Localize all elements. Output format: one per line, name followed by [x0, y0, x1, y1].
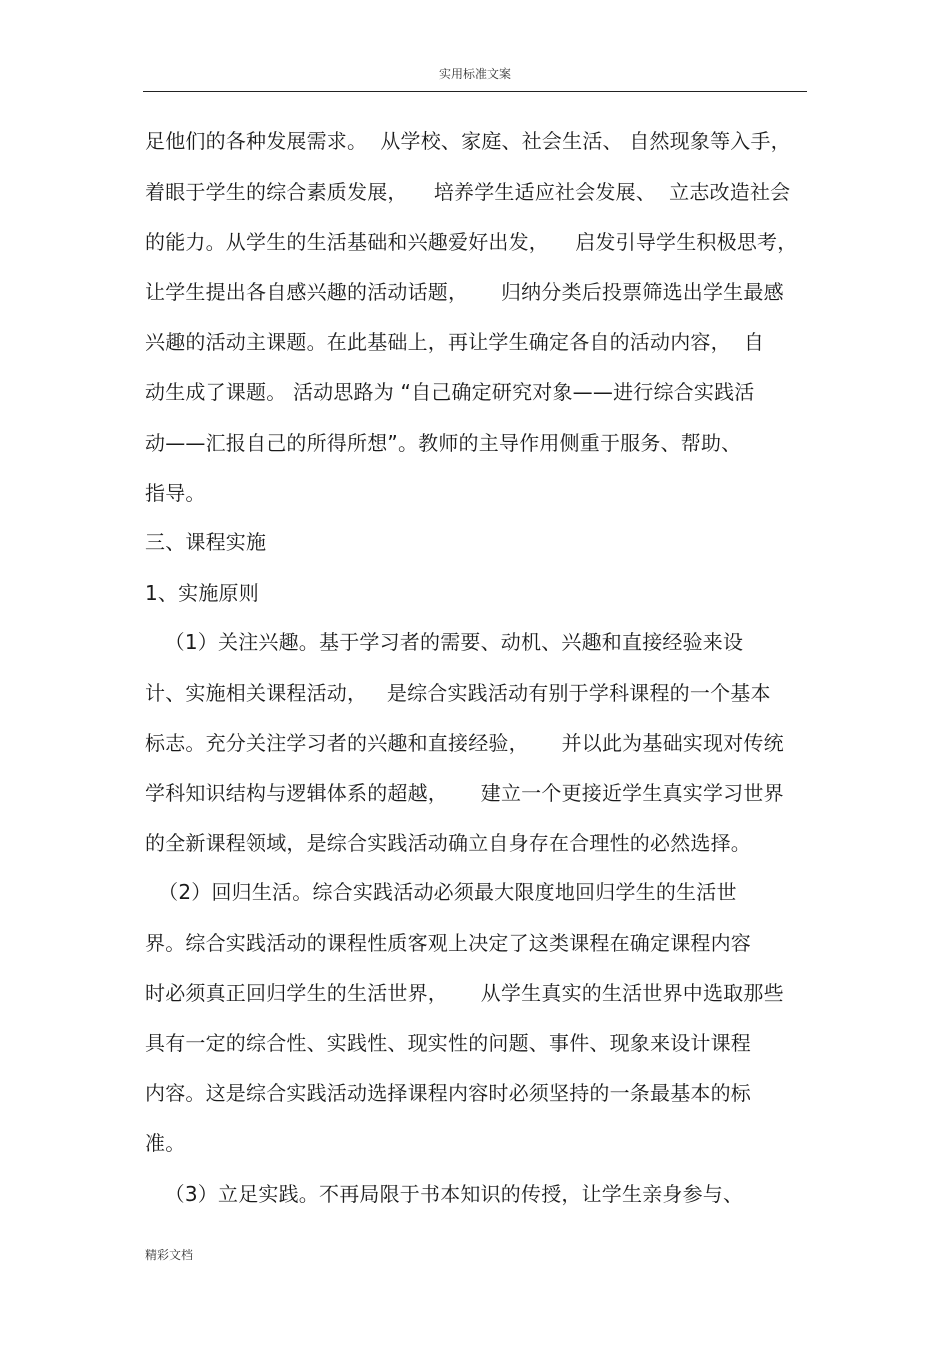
subsection-heading: 1、实施原则	[145, 581, 259, 605]
body-text-line: 计、实施相关课程活动， 是综合实践活动有别于学科课程的一个基本	[145, 681, 771, 705]
body-text-line: 具有一定的综合性、实践性、现实性的问题、事件、现象来设计课程	[145, 1031, 751, 1055]
body-text-line: 时必须真正回归学生的生活世界， 从学生真实的生活世界中选取那些	[145, 981, 784, 1005]
body-text-line: 着眼于学生的综合素质发展， 培养学生适应社会发展、 立志改造社会	[145, 180, 791, 204]
body-text-line: 动——汇报自己的所得所想”。教师的主导作用侧重于服务、帮助、	[145, 431, 742, 455]
body-text-line: （1）关注兴趣。基于学习者的需要、动机、兴趣和直接经验来设	[145, 630, 744, 654]
body-text-line: 的全新课程领域，是综合实践活动确立自身存在合理性的必然选择。	[145, 831, 751, 855]
body-text-line: 准。	[145, 1131, 186, 1155]
body-text-line: （2）回归生活。综合实践活动必须最大限度地回归学生的生活世	[145, 880, 737, 904]
body-text-line: 兴趣的活动主课题。在此基础上，再让学生确定各自的活动内容， 自	[145, 330, 765, 354]
body-text-line: 动生成了课题。 活动思路为 “自己确定研究对象——进行综合实践活	[145, 380, 755, 404]
body-text-line: 指导。	[145, 481, 206, 505]
body-text-line: 学科知识结构与逻辑体系的超越， 建立一个更接近学生真实学习世界	[145, 781, 784, 805]
page-header: 实用标准文案	[438, 67, 511, 81]
body-text-line: 内容。这是综合实践活动选择课程内容时必须坚持的一条最基本的标	[145, 1081, 751, 1105]
section-heading: 三、课程实施	[145, 530, 267, 554]
body-text-line: 的能力。从学生的生活基础和兴趣爱好出发， 启发引导学生积极思考，	[145, 230, 798, 254]
body-text-line: 让学生提出各自感兴趣的活动话题， 归纳分类后投票筛选出学生最感	[145, 280, 784, 304]
body-text-line: 界。综合实践活动的课程性质客观上决定了这类课程在确定课程内容	[145, 931, 751, 955]
body-text-line: （3）立足实践。不再局限于书本知识的传授，让学生亲身参与、	[145, 1182, 744, 1206]
header-divider	[143, 91, 807, 92]
page-footer: 精彩文档	[145, 1248, 194, 1262]
body-text-line: 标志。充分关注学习者的兴趣和直接经验， 并以此为基础实现对传统	[145, 731, 784, 755]
body-text-line: 足他们的各种发展需求。 从学校、家庭、社会生活、 自然现象等入手，	[145, 129, 791, 153]
